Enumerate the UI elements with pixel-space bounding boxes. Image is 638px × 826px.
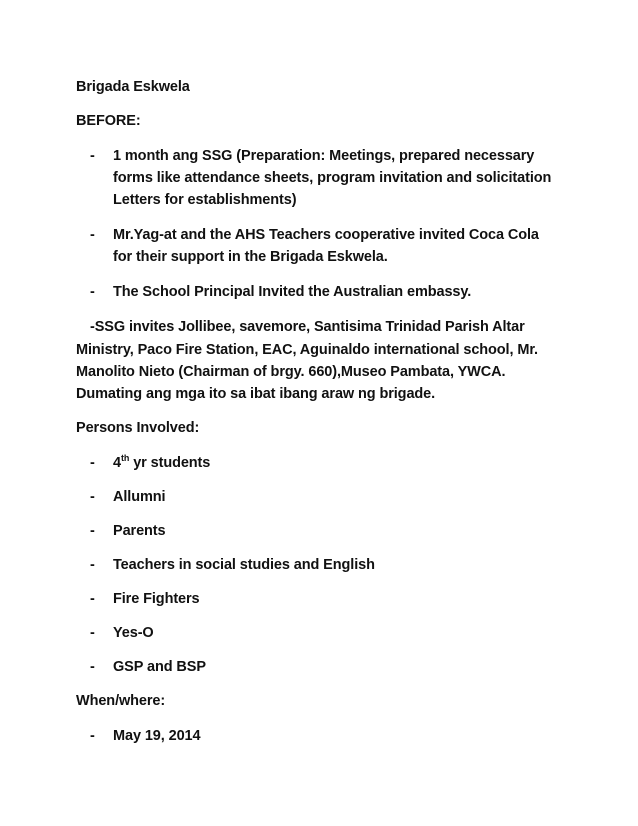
list-bullet: - bbox=[90, 523, 95, 539]
persons-item-3: Parents bbox=[113, 523, 166, 539]
before-item-2-line-1: Mr.Yag-at and the AHS Teachers cooperative invited Coca Cola bbox=[113, 227, 539, 243]
persons-heading: Persons Involved: bbox=[76, 420, 200, 436]
before-item-1-line-2: forms like attendance sheets, program invitation and solicitation bbox=[113, 170, 552, 186]
when-heading: When/where: bbox=[76, 693, 166, 709]
when-item-1: May 19, 2014 bbox=[113, 728, 201, 744]
list-bullet: - bbox=[90, 455, 95, 471]
list-bullet: - bbox=[90, 284, 95, 300]
persons-item-1-rest: yr students bbox=[129, 455, 211, 471]
persons-item-7: GSP and BSP bbox=[113, 659, 206, 675]
list-bullet: - bbox=[90, 557, 95, 573]
list-bullet: - bbox=[90, 659, 95, 675]
list-bullet: - bbox=[90, 728, 95, 744]
before-item-1-line-1: 1 month ang SSG (Preparation: Meetings, prepared necessary bbox=[113, 148, 535, 164]
list-bullet: - bbox=[90, 625, 95, 641]
before-item-1-line-3: Letters for establishments) bbox=[113, 192, 297, 208]
paragraph-line-1: -SSG invites Jollibee, savemore, Santisima Trinidad Parish Altar bbox=[90, 319, 525, 335]
persons-item-1-suffix: th bbox=[120, 453, 130, 464]
list-bullet: - bbox=[90, 591, 95, 607]
before-heading: BEFORE: bbox=[76, 113, 141, 129]
list-bullet: - bbox=[90, 489, 95, 505]
persons-item-5: Fire Fighters bbox=[113, 591, 200, 607]
before-item-3-line-1: The School Principal Invited the Australian embassy. bbox=[113, 284, 472, 300]
persons-item-4: Teachers in social studies and English bbox=[113, 557, 375, 573]
before-item-2-line-2: for their support in the Brigada Eskwela. bbox=[113, 249, 388, 265]
persons-item-6: Yes-O bbox=[113, 625, 154, 641]
persons-item-1-number: 4 bbox=[113, 455, 121, 471]
paragraph-line-2: Ministry, Paco Fire Station, EAC, Aguinaldo international school, Mr. bbox=[76, 342, 538, 358]
list-bullet: - bbox=[90, 227, 95, 243]
document-title: Brigada Eskwela bbox=[76, 79, 190, 95]
paragraph-line-4: Dumating ang mga ito sa ibat ibang araw ng brigade. bbox=[76, 386, 436, 402]
list-bullet: - bbox=[90, 148, 95, 164]
paragraph-line-3: Manolito Nieto (Chairman of brgy. 660),Museo Pambata, YWCA. bbox=[76, 364, 506, 380]
persons-item-1 bbox=[113, 453, 210, 473]
persons-item-2: Allumni bbox=[113, 489, 166, 505]
